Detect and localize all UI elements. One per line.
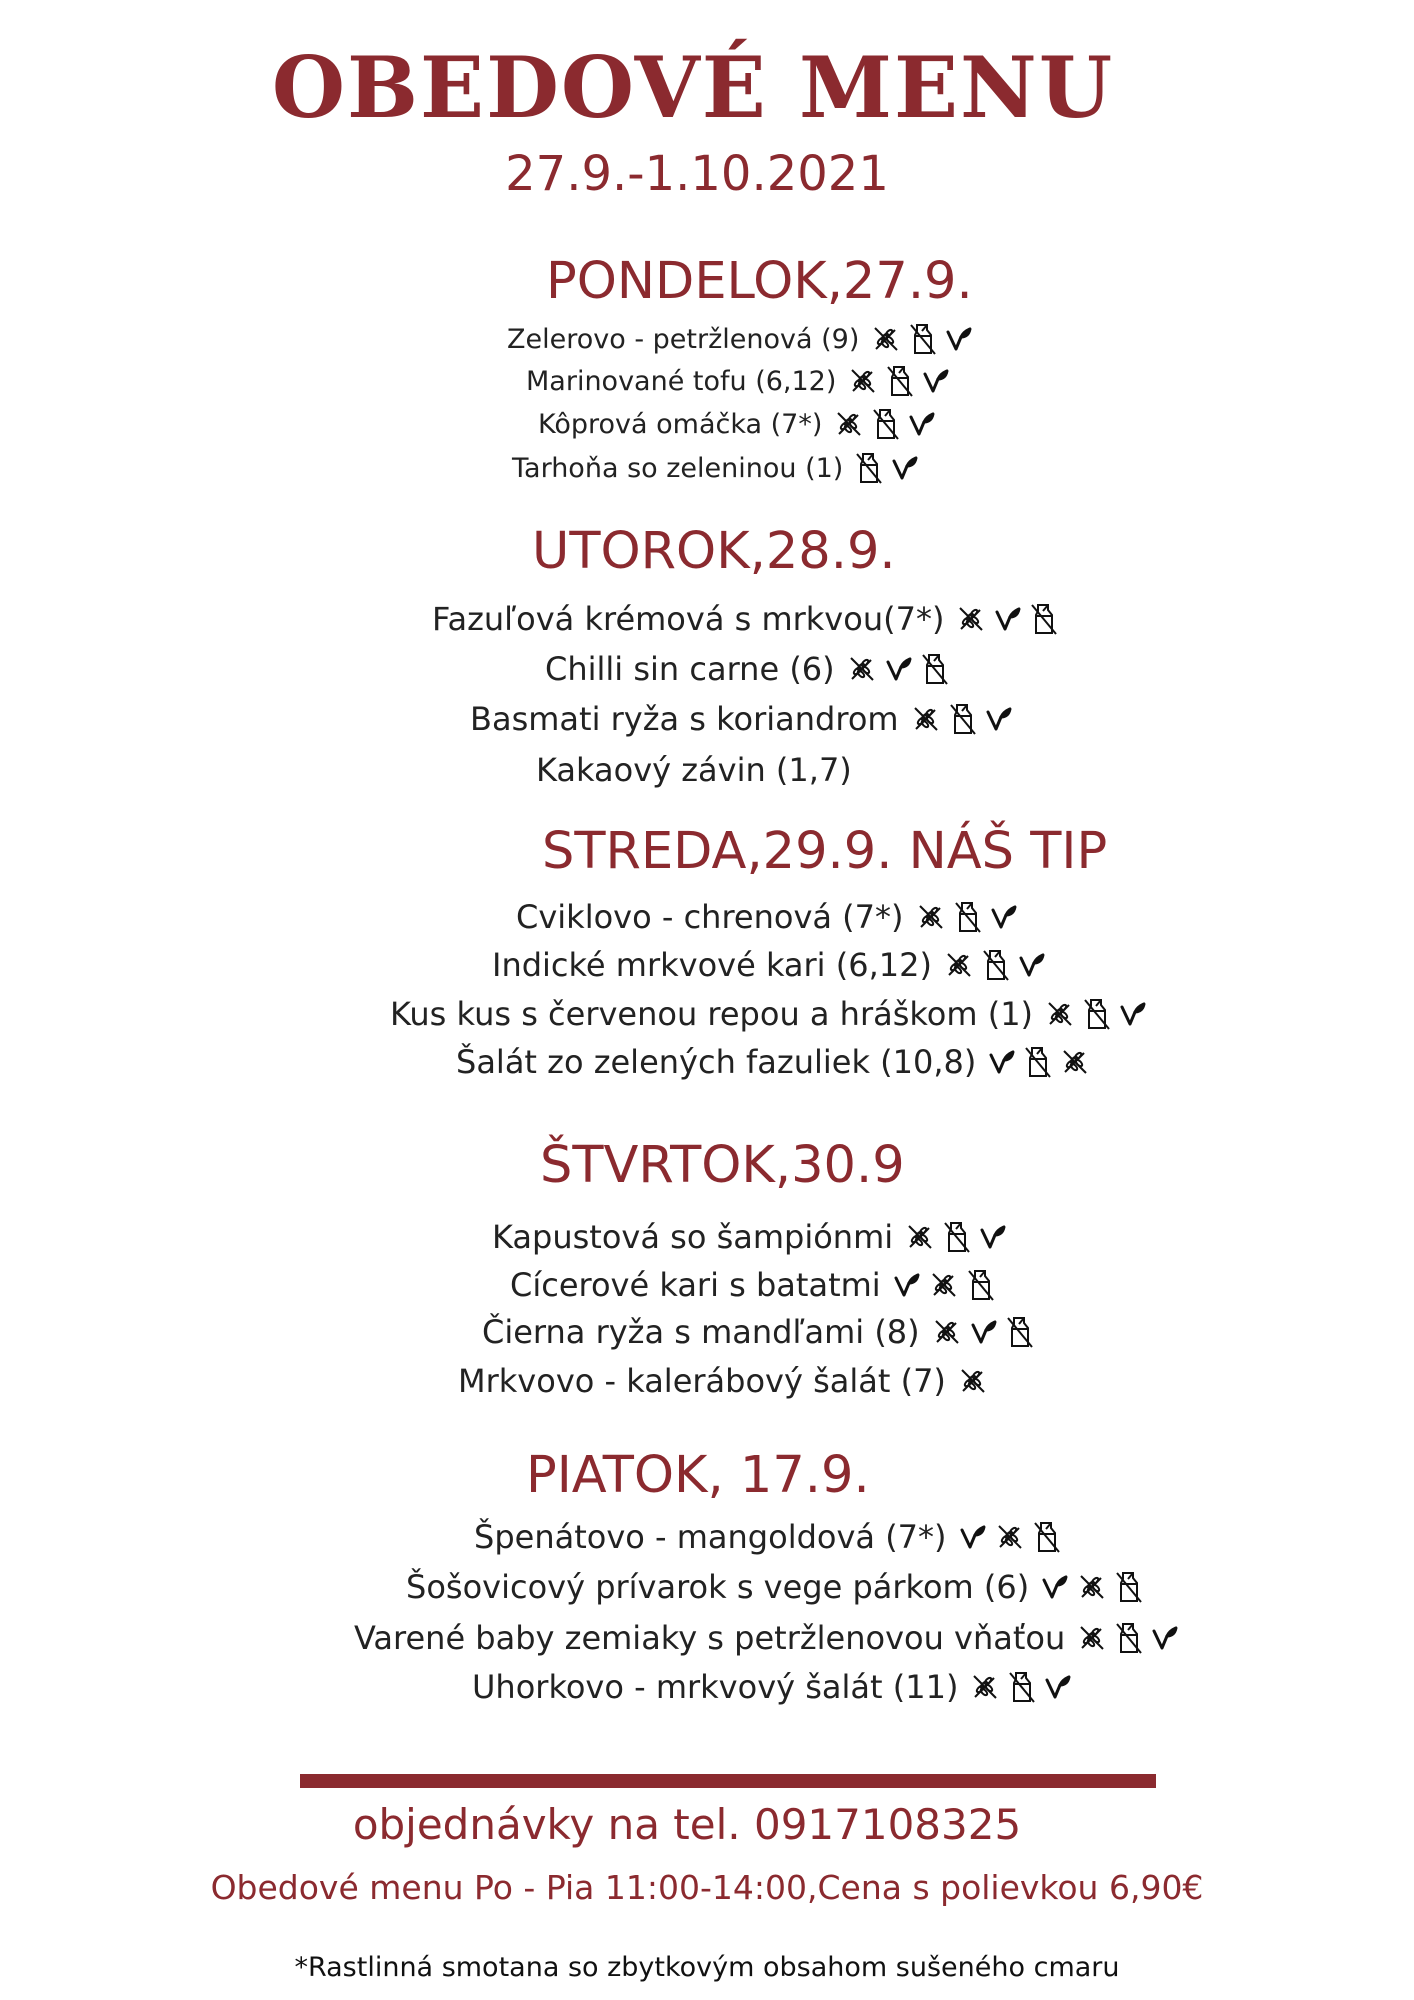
vegan-icon	[985, 705, 1013, 733]
menu-item: Uhorkovo - mrkvový šalát (11)	[472, 1668, 1072, 1706]
menu-hours-price: Obedové menu Po - Pia 11:00-14:00,Cena s polievkou 6,90€	[210, 1868, 1204, 1907]
no-gluten-icon	[848, 366, 878, 396]
menu-item: Cícerové kari s batatmi	[510, 1266, 995, 1304]
menu-item: Tarhoňa so zeleninou (1)	[512, 451, 919, 485]
no-milk-icon	[967, 1268, 995, 1302]
no-gluten-icon	[958, 1366, 988, 1396]
vegan-icon	[908, 410, 936, 438]
no-milk-icon	[1008, 1670, 1036, 1704]
vegan-icon	[988, 1048, 1016, 1076]
menu-item: Zelerovo - petržlenová (9)	[507, 322, 973, 356]
menu-item: Mrkvovo - kalerábový šalát (7)	[458, 1362, 988, 1400]
no-gluten-icon	[916, 902, 946, 932]
no-gluten-icon	[956, 604, 986, 634]
menu-item: Basmati ryža s koriandrom	[470, 700, 1013, 738]
day-heading-monday: PONDELOK,27.9.	[546, 252, 973, 311]
footnote: *Rastlinná smotana so zbytkovým obsahom sušeného cmaru	[294, 1952, 1120, 1983]
day-heading-tuesday: UTOROK,28.9.	[532, 522, 896, 581]
vegan-icon	[1119, 1000, 1147, 1028]
no-milk-icon	[954, 900, 982, 934]
menu-item: Cviklovo - chrenová (7*)	[516, 898, 1018, 936]
menu-item: Chilli sin carne (6)	[545, 650, 949, 688]
no-gluten-icon	[932, 1317, 962, 1347]
vegan-icon	[990, 903, 1018, 931]
no-milk-icon	[872, 407, 900, 441]
no-gluten-icon	[834, 409, 864, 439]
menu-item: Fazuľová krémová s mrkvou(7*)	[432, 600, 1058, 638]
vegan-icon	[994, 605, 1022, 633]
vegan-icon	[1151, 1624, 1179, 1652]
vegan-icon	[891, 454, 919, 482]
no-gluten-icon	[970, 1672, 1000, 1702]
no-gluten-icon	[911, 704, 941, 734]
no-milk-icon	[1115, 1621, 1143, 1655]
menu-item: Marinované tofu (6,12)	[526, 364, 950, 398]
day-heading-friday: PIATOK, 17.9.	[526, 1446, 870, 1505]
no-gluten-icon	[1077, 1572, 1107, 1602]
vegan-icon	[922, 367, 950, 395]
menu-title: OBEDOVÉ MENU	[271, 38, 1115, 137]
order-phone: objednávky na tel. 0917108325	[352, 1800, 1022, 1849]
no-gluten-icon	[995, 1522, 1025, 1552]
no-milk-icon	[949, 702, 977, 736]
no-milk-icon	[886, 364, 914, 398]
vegan-icon	[1041, 1573, 1069, 1601]
day-heading-wednesday: STREDA,29.9. NÁŠ TIP	[542, 822, 1108, 881]
no-milk-icon	[1033, 1520, 1061, 1554]
no-milk-icon	[1083, 997, 1111, 1031]
vegan-icon	[945, 325, 973, 353]
footer-divider	[300, 1774, 1156, 1788]
no-gluten-icon	[929, 1270, 959, 1300]
day-heading-thursday: ŠTVRTOK,30.9	[540, 1136, 905, 1195]
no-milk-icon	[1006, 1315, 1034, 1349]
menu-item: Kus kus s červenou repou a hráškom (1)	[390, 995, 1147, 1033]
menu-item: Šošovicový prívarok s vege párkom (6)	[406, 1568, 1143, 1606]
no-gluten-icon	[1045, 999, 1075, 1029]
no-milk-icon	[1030, 602, 1058, 636]
date-range: 27.9.-1.10.2021	[505, 146, 889, 202]
no-gluten-icon	[905, 1222, 935, 1252]
vegan-icon	[893, 1271, 921, 1299]
menu-item: Špenátovo - mangoldová (7*)	[474, 1518, 1061, 1556]
no-gluten-icon	[944, 950, 974, 980]
no-milk-icon	[855, 451, 883, 485]
menu-item: Varené baby zemiaky s petržlenovou vňaťou	[354, 1619, 1179, 1657]
menu-item: Indické mrkvové kari (6,12)	[492, 946, 1046, 984]
no-gluten-icon	[1077, 1623, 1107, 1653]
no-milk-icon	[921, 652, 949, 686]
no-milk-icon	[1024, 1045, 1052, 1079]
menu-item: Kôprová omáčka (7*)	[538, 407, 936, 441]
menu-item: Šalát zo zelených fazuliek (10,8)	[456, 1043, 1090, 1081]
no-milk-icon	[1115, 1570, 1143, 1604]
menu-item: Kakaový závin (1,7)	[536, 751, 852, 789]
menu-item: Kapustová so šampiónmi	[492, 1218, 1007, 1256]
vegan-icon	[885, 655, 913, 683]
no-milk-icon	[909, 322, 937, 356]
vegan-icon	[970, 1318, 998, 1346]
no-gluten-icon	[1060, 1047, 1090, 1077]
no-milk-icon	[982, 948, 1010, 982]
vegan-icon	[1018, 951, 1046, 979]
vegan-icon	[1044, 1673, 1072, 1701]
vegan-icon	[959, 1523, 987, 1551]
no-gluten-icon	[847, 654, 877, 684]
vegan-icon	[979, 1223, 1007, 1251]
menu-item: Čierna ryža s mandľami (8)	[482, 1313, 1034, 1351]
no-gluten-icon	[871, 324, 901, 354]
no-milk-icon	[943, 1220, 971, 1254]
